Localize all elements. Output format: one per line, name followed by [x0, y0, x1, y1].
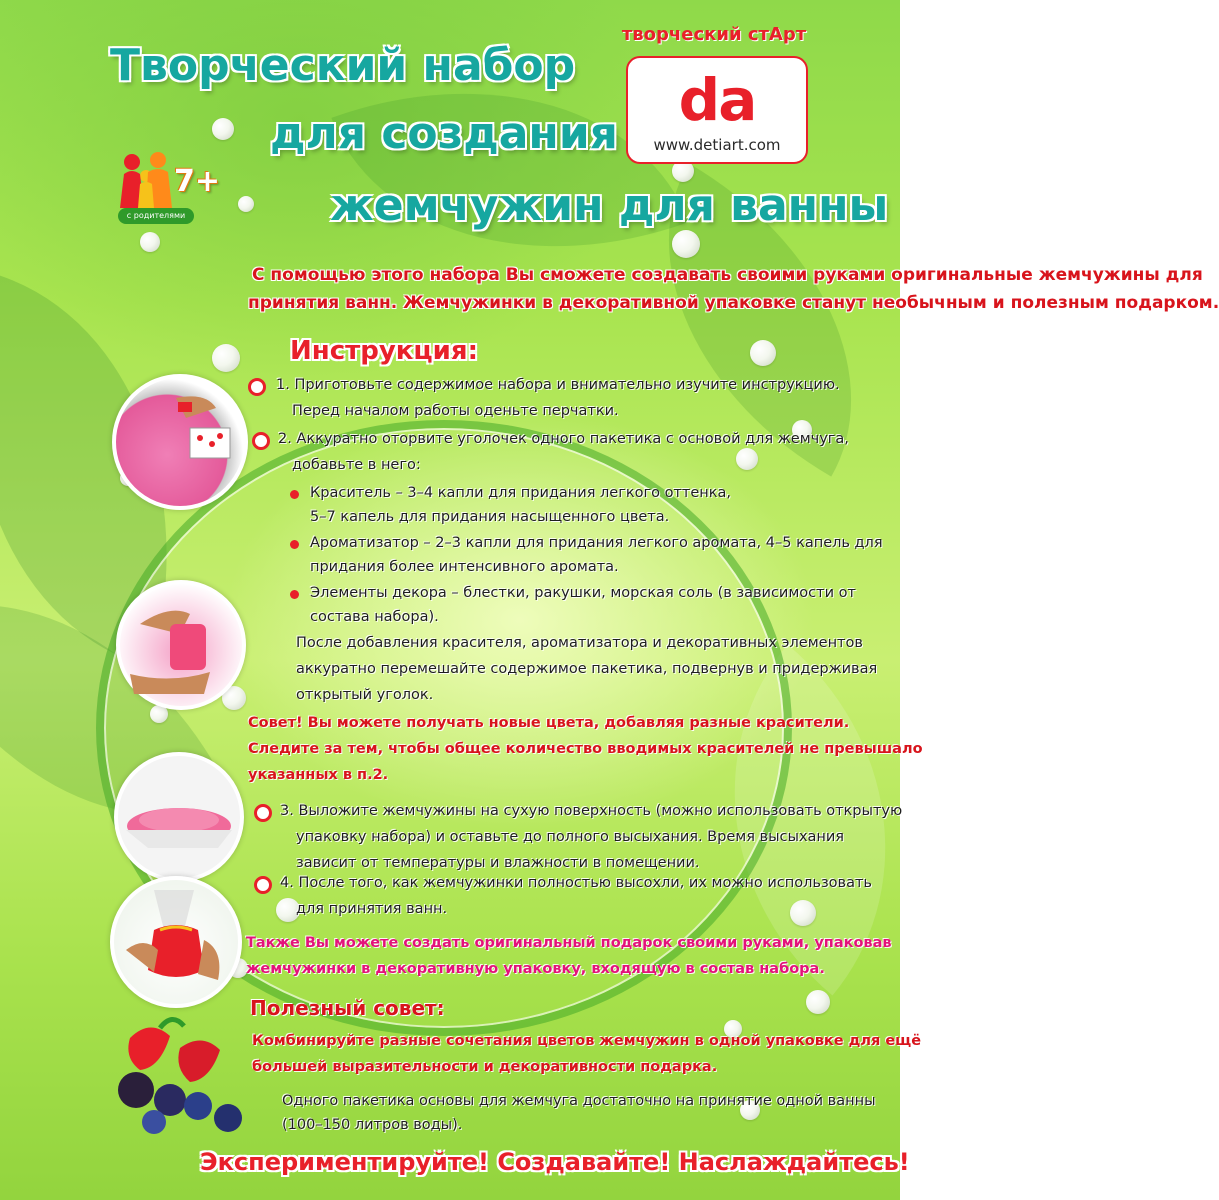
- step-3-line-1: 3. Выложите жемчужины на сухую поверхность (можно использовать открытую: [280, 803, 903, 819]
- berries-icon: [110, 1008, 250, 1138]
- pearl-bubble: [736, 448, 758, 470]
- after-add-line-1: После добавления красителя, ароматизатора и декоративных элементов: [296, 635, 863, 651]
- pearl-bubble: [750, 340, 776, 366]
- pearl-bubble: [806, 990, 830, 1014]
- gift-line-2: жемчужинки в декоративную упаковку, входящую в состав набора.: [246, 961, 825, 977]
- step-photo-mixing: [116, 580, 246, 710]
- bullet-2-line-1: Ароматизатор – 2–3 капли для придания легкого аромата, 4–5 капель для: [310, 535, 883, 551]
- intro-line-1: С помощью этого набора Вы сможете создавать своими руками оригинальные жемчужины для: [252, 265, 1203, 285]
- advice-line-3: указанных в п.2.: [248, 767, 389, 783]
- advice-line-1: Совет! Вы можете получать новые цвета, добавляя разные красители.: [248, 715, 850, 731]
- bullet-dot: [290, 590, 299, 599]
- useful-tip-line-2: большей выразительности и декоративности подарка.: [252, 1059, 718, 1075]
- age-ribbon: с родителями: [118, 208, 194, 224]
- pearl-bubble: [140, 232, 160, 252]
- pearl-bubble: [212, 344, 240, 372]
- title-line-1: Творческий набор: [110, 40, 576, 91]
- step-4-marker: [254, 876, 272, 894]
- pearl-bubble: [790, 900, 816, 926]
- hands-bag-icon: [120, 584, 242, 706]
- step-4-line-1: 4. После того, как жемчужинки полностью высохли, их можно использовать: [280, 875, 872, 891]
- step-3-marker: [254, 804, 272, 822]
- age-label: 7+: [174, 164, 221, 199]
- instructions-heading: Инструкция:: [290, 336, 478, 366]
- bullet-dot: [290, 490, 299, 499]
- step-3-line-2: упаковку набора) и оставьте до полного высыхания. Время высыхания: [296, 829, 845, 845]
- bullet-3-line-2: состава набора).: [310, 609, 439, 625]
- after-add-line-2: аккуратно перемешайте содержимое пакетика, подвернув и придерживая: [296, 661, 878, 677]
- age-badge: [118, 150, 228, 232]
- pearl-bubble: [672, 230, 700, 258]
- bullet-dot: [290, 540, 299, 549]
- brand-url: www.detiart.com: [653, 136, 781, 154]
- brand-logo: [604, 24, 824, 164]
- step-2-marker: [252, 432, 270, 450]
- bullet-3-line-1: Элементы декора – блестки, ракушки, морская соль (в зависимости от: [310, 585, 856, 601]
- brand-name: творческий стАрт: [621, 24, 807, 45]
- gift-bag-icon: [114, 880, 238, 1004]
- gift-line-1: Также Вы можете создать оригинальный подарок своими руками, упаковав: [246, 935, 892, 951]
- slogan: Экспериментируйте! Создавайте! Наслаждайтесь!: [200, 1148, 910, 1176]
- pearl-bubble: [238, 196, 254, 212]
- after-add-line-3: открытый уголок.: [296, 687, 434, 703]
- bullet-1-line-1: Краситель – 3–4 капли для придания легкого оттенка,: [310, 485, 731, 501]
- step-2-line-1: 2. Аккуратно оторвите уголочек одного пакетика с основой для жемчуга,: [278, 431, 849, 447]
- title-line-3: жемчужин для ванны: [330, 180, 889, 231]
- step-1-marker: [248, 378, 266, 396]
- logo-letters: da: [678, 66, 756, 134]
- family-icon: [118, 152, 178, 210]
- pearls-tray-icon: [118, 756, 240, 878]
- step-photo-drying: [114, 752, 244, 882]
- useful-tip-line-1: Комбинируйте разные сочетания цветов жемчужин в одной упаковке для ещё: [252, 1033, 922, 1049]
- intro-line-2: принятия ванн. Жемчужинки в декоративной упаковке станут необычным и полезным подарком.: [248, 293, 1219, 313]
- hand-icon: [116, 378, 244, 506]
- title-line-2: для создания: [270, 108, 618, 159]
- step-3-line-3: зависит от температуры и влажности в помещении.: [296, 855, 700, 871]
- step-4-line-2: для принятия ванн.: [296, 901, 448, 917]
- step-2-line-2: добавьте в него:: [292, 457, 421, 473]
- step-photo-gloves: [112, 374, 248, 510]
- step-1-line-1: 1. Приготовьте содержимое набора и внимательно изучите инструкцию.: [276, 377, 840, 393]
- step-photo-gift: [110, 876, 242, 1008]
- useful-tip-note-2: (100–150 литров воды).: [282, 1117, 463, 1133]
- step-1-line-2: Перед началом работы оденьте перчатки.: [292, 403, 619, 419]
- useful-tip-heading: Полезный совет:: [250, 996, 445, 1020]
- bullet-1-line-2: 5–7 капель для придания насыщенного цвета.: [310, 509, 670, 525]
- useful-tip-note-1: Одного пакетика основы для жемчуга достаточно на принятие одной ванны: [282, 1093, 876, 1109]
- advice-line-2: Следите за тем, чтобы общее количество вводимых красителей не превышало: [248, 741, 923, 757]
- logo-badge: [626, 56, 808, 164]
- pearl-bubble: [212, 118, 234, 140]
- bullet-2-line-2: придания более интенсивного аромата.: [310, 559, 619, 575]
